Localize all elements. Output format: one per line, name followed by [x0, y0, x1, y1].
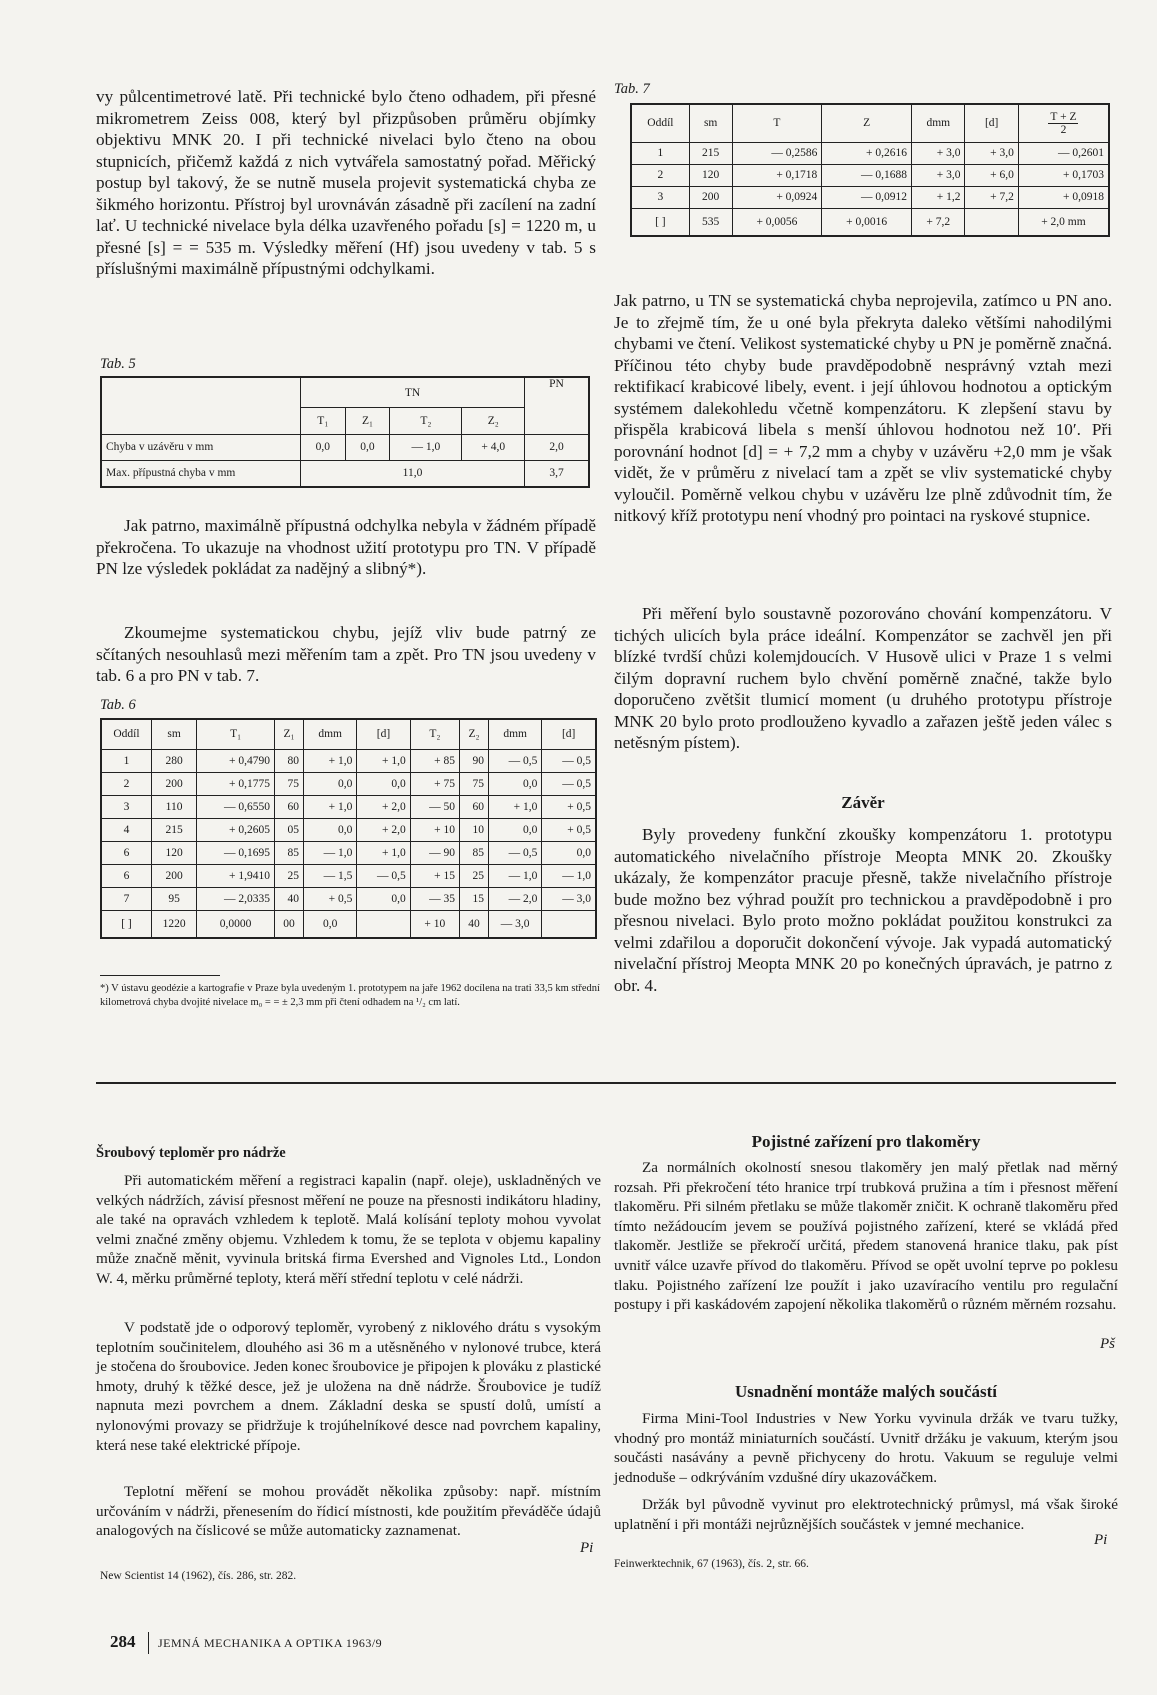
tab6-cell: 15 — [460, 887, 489, 910]
tab7-cell: 1 — [631, 142, 689, 164]
footer-divider — [148, 1632, 149, 1654]
tab7-sum-cell: 535 — [689, 208, 732, 236]
article-title-pressure: Pojistné zařízení pro tlakoměry — [751, 1132, 981, 1151]
tab6-cell: — 1,0 — [303, 841, 356, 864]
tab6-hdr: T₂ — [410, 719, 459, 749]
tab6-cell: 280 — [151, 749, 196, 772]
tab6-cell: 0,0 — [488, 818, 541, 841]
table-row — [101, 864, 596, 887]
left-para-3: Zkoumejme systematickou chybu, jejíž vliv bude patrný ze sčítaných nesouhlasů mezi měřením tam a zpět. Pro TN jsou uvedeny v tab. 6 a pro PN v tab. 7. — [96, 623, 596, 685]
tab6-cell: + 2,0 — [357, 795, 410, 818]
tab7-cell: + 3,0 — [912, 142, 965, 164]
tab6-sum-cell: 0,0 — [303, 910, 356, 938]
tab6-cell: 60 — [460, 795, 489, 818]
tab6-hdr: sm — [151, 719, 196, 749]
tab6-cell: + 0,5 — [542, 818, 596, 841]
tab6-cell: — 0,1695 — [197, 841, 275, 864]
tab5-row1-label: Chyba v uzávěru v mm — [101, 434, 301, 460]
tab6-cell: 2 — [101, 772, 151, 795]
footnote-rule — [100, 975, 220, 976]
table-row — [101, 795, 596, 818]
tab7-sum-cell: + 0,0056 — [732, 208, 822, 236]
tab7-cell: + 0,2616 — [822, 142, 912, 164]
tab5-cell: 0,0 — [345, 434, 390, 460]
tab6-cell: + 1,0 — [357, 749, 410, 772]
tab6-cell: + 2,0 — [357, 818, 410, 841]
tab6-sum-cell — [357, 910, 410, 938]
tab6-cell: + 0,4790 — [197, 749, 275, 772]
tab6-sum-cell: 1220 — [151, 910, 196, 938]
tab6-cell: 0,0 — [488, 772, 541, 795]
tab5-row2-pn: 3,7 — [525, 460, 590, 487]
tab7-cell: + 0,0924 — [732, 186, 822, 208]
tab6-cell: 40 — [274, 887, 303, 910]
tab6-cell: 215 — [151, 818, 196, 841]
tab7-hdr: sm — [689, 104, 732, 142]
tab6-cell: 95 — [151, 887, 196, 910]
tab6-sum-cell: 0,0000 — [197, 910, 275, 938]
tab6-cell: 3 — [101, 795, 151, 818]
tab7-cell: — 0,2586 — [732, 142, 822, 164]
tab6-cell: 85 — [460, 841, 489, 864]
thermometer-signature: Pi — [580, 1540, 594, 1556]
tab7-table — [630, 103, 1110, 237]
tab6-cell: + 1,0 — [303, 749, 356, 772]
tab6-hdr: Z₁ — [274, 719, 303, 749]
tab6-hdr: dmm — [488, 719, 541, 749]
pressure-signature: Pš — [1100, 1336, 1115, 1352]
tab7-sum-cell: + 0,0016 — [822, 208, 912, 236]
tab6-cell: — 2,0335 — [197, 887, 275, 910]
tab6-cell: 75 — [274, 772, 303, 795]
tab6-cell: 110 — [151, 795, 196, 818]
tab6-cell: + 1,0 — [303, 795, 356, 818]
tab6-cell: 0,0 — [357, 887, 410, 910]
table-row — [101, 772, 596, 795]
tab7-cell: + 0,1718 — [732, 164, 822, 186]
tab6-cell: — 1,5 — [303, 864, 356, 887]
tab6-cell: 4 — [101, 818, 151, 841]
tab6-cell: 200 — [151, 864, 196, 887]
tab5-caption: Tab. 5 — [100, 356, 136, 372]
pressure-para-1: Za normálních okolností snesou tlakoměry jen malý přetlak nad měrný rozsah. Při překročení této hranice trpí trubková pružina a tím i přesnost měření tlakoměru. Při silném přetlaku se může tlakoměr zničit. K ochraně tlakoměru před tímto nežádoucím jevem se používá pojistného zařízení, které se vkládá před tlakoměr. Jestliže se překročí určitá, předem stanovená hranice tlaku, pak píst uvnitř válce uzavře přívod do tlakoměru. Přívod se opět uvolní teprve po poklesu tlaku. Pojistného zařízení lze použít i jako uzavíracího ventilu pro regulační postupy i při kaskádovém zapojení několika tlakoměrů o různém měrném rozsahu. — [614, 1159, 1118, 1314]
tab7-cell: 200 — [689, 186, 732, 208]
tab7-cell: + 3,0 — [965, 142, 1018, 164]
tab5-corner — [101, 377, 301, 434]
tab6-cell: 25 — [274, 864, 303, 887]
tab5-hdr-tn: TN — [301, 377, 525, 408]
right-para-1: Jak patrno, u TN se systematická chyba neprojevila, zatímco u PN ano. Je to zřejmě tím, že u oné byla překryta daleko většími nahodilými chybami ve čtení. Velikost systematické chyby u PN je poměrně značná. Příčinou této chyby bude pravděpodobně nesprávný vztah mezi rektifikací krabicové libely, event. i její úhlovou hodnotou a optickým systémem dalekohledu včetně kompenzátoru. K zlepšení stavu by přispěla krabicová libela s menší úhlovou hodnotou než 10′. Při porovnání hodnot [d] = + 7,2 mm a chyby v uzávěru +2,0 mm je však vidět, že v průměru z nivelací tam a zpět se vliv systematické chyby vyloučil. Poměrně velkou chybu v uzávěru lze plně zdůvodnit tím, že nitkový kříž prototypu není vhodný pro pointaci na ryskové stupnice. — [614, 291, 1112, 525]
tab6-sum-cell: + 10 — [410, 910, 459, 938]
tab6-hdr: dmm — [303, 719, 356, 749]
tab6-cell: — 3,0 — [542, 887, 596, 910]
left-para-2: Jak patrno, maximálně přípustná odchylka nebyla v žádném případě překročena. To ukazuje na vhodnost užití prototypu pro TN. V případě PN lze výsledek pokládat za nadějný a slibný*). — [96, 516, 596, 578]
tab6-cell: 05 — [274, 818, 303, 841]
tab7-frac-bottom: 2 — [1060, 123, 1067, 136]
tab7-cell: + 1,2 — [912, 186, 965, 208]
article-title-assembly: Usnadnění montáže malých součástí — [734, 1382, 998, 1401]
tab6-cell: — 0,5 — [542, 772, 596, 795]
tab6-hdr: Z₂ — [460, 719, 489, 749]
thermometer-source: New Scientist 14 (1962), čís. 286, str. 282. — [100, 1570, 297, 1582]
tab6-cell: 75 — [460, 772, 489, 795]
table-row — [101, 841, 596, 864]
table-row — [101, 887, 596, 910]
tab5-cell: + 4,0 — [462, 434, 525, 460]
left-para-1: vy půlcentimetrové latě. Při technické bylo čteno odhadem, při přesné mikrometrem Zeiss 008, který byl přizpůsoben průměru objímky objektivu MNK 20. I při technické nivelaci bylo čteno na obou stupnicích, přičemž každá z nich vytvářela samostatný pořad. Měřický postup byl takový, že se nutně musela projevit systematická chyba ze šikmého horizontu. Přístroj byl urovnáván zásadně při zacílení na zadní lať. U technické nivelace byla délka uzavřeného pořadu [s] = 1220 m, u přesné [s] = = 535 m. Výsledky měření (Hf) jsou uvedeny v tab. 5 s příslušnými maximálně přípustnými odchylkami. — [96, 87, 596, 278]
tab6-cell: + 75 — [410, 772, 459, 795]
tab6-cell: 10 — [460, 818, 489, 841]
tab7-hdr: T — [732, 104, 822, 142]
tab6-cell: 60 — [274, 795, 303, 818]
tab5-cell: 0,0 — [301, 434, 346, 460]
tab6-cell: 85 — [274, 841, 303, 864]
tab6-cell: 25 — [460, 864, 489, 887]
tab6-cell: 1 — [101, 749, 151, 772]
tab5-sub-z1: Z₁ — [345, 408, 390, 434]
assembly-signature: Pi — [1094, 1532, 1108, 1548]
tab6-cell: — 1,0 — [488, 864, 541, 887]
tab7-hdr: dmm — [912, 104, 965, 142]
tab6-cell: 0,0 — [303, 772, 356, 795]
tab5-sub-t1: T₁ — [301, 408, 346, 434]
thermometer-para-2: V podstatě jde o odporový teploměr, vyrobený z niklového drátu s vysokým teplotním součinitelem, dlouhého asi 36 m a utěsněného v nylonové trubce, která je stočena do šroubovice. Jeden konec šroubovice je připojen k plováku z plastické hmoty, druhý k těžké desce, jež je uložena na dně nádrže. Šroubovice je tudíž napnuta mezi povrchem a dnem. Základní deska se spustí dolů, umístí a nylonovými provazy se přidržuje k trojúhelníkové desce nad povrchem kapaliny, která nese také elektrické přípoje. — [96, 1319, 601, 1454]
tab6-hdr: [d] — [542, 719, 596, 749]
table-row — [631, 164, 1109, 186]
tab7-sum-cell — [965, 208, 1018, 236]
tab7-cell: 215 — [689, 142, 732, 164]
tab6-cell: + 0,5 — [542, 795, 596, 818]
tab6-cell: 120 — [151, 841, 196, 864]
tab6-cell: + 0,5 — [303, 887, 356, 910]
tab6-cell: — 0,5 — [488, 749, 541, 772]
tab5-sub-z2: Z₂ — [462, 408, 525, 434]
assembly-para-2: Držák byl původně vyvinut pro elektrotechnický průmysl, má však široké uplatnění i při montáži nejrůznějších součástek v jemné mechanice. — [614, 1496, 1118, 1533]
tab6-cell: — 0,6550 — [197, 795, 275, 818]
tab7-cell: — 0,1688 — [822, 164, 912, 186]
page-number: 284 — [110, 1632, 136, 1651]
footnote: *) V ústavu geodézie a kartografie v Praze byla uvedeným 1. prototypem na jaře 1962 docílena na trati 33,5 km střední kilometrová chyba dvojité nivelace m₀ = = ± 2,3 mm při čtení odhadem na ¹/₂ cm latí. — [100, 983, 600, 1008]
table-row — [631, 186, 1109, 208]
tab6-cell: + 85 — [410, 749, 459, 772]
thermometer-para-1: Při automatickém měření a registraci kapalin (např. oleje), uskladněných ve velkých nádržích, závisí přesnost měření ne pouze na přesnosti indikátoru hladiny, ale také na opravách vzhledem k teplotě. Malá kolísání teploty mohou vyvolat velmi značné změny objemu. Vzhledem k tomu, že se teplota v objemu kapaliny může značně měnit, vyvinula britská firma Evershed and Vignoles Ltd., London W. 4, měrku průměrné teploty, která měří střední teplotu v celé nádrži. — [96, 1172, 601, 1287]
tab6-cell: 90 — [460, 749, 489, 772]
tab6-cell: — 1,0 — [542, 864, 596, 887]
tab7-cell: — 0,0912 — [822, 186, 912, 208]
tab5-hdr-pn: PN — [525, 377, 590, 434]
tab6-cell: 6 — [101, 841, 151, 864]
tab5-cell: 2,0 — [525, 434, 590, 460]
journal-name: JEMNÁ MECHANIKA A OPTIKA 1963/9 — [158, 1636, 383, 1650]
tab6-cell: — 0,5 — [542, 749, 596, 772]
tab6-cell: + 0,2605 — [197, 818, 275, 841]
tab6-cell: — 2,0 — [488, 887, 541, 910]
tab6-cell: + 15 — [410, 864, 459, 887]
tab6-cell: 7 — [101, 887, 151, 910]
tab7-frac-top: T + Z — [1050, 110, 1077, 123]
table-row — [101, 818, 596, 841]
tab5-row2-tn: 11,0 — [301, 460, 525, 487]
tab6-hdr: T₁ — [197, 719, 275, 749]
tab7-cell: + 6,0 — [965, 164, 1018, 186]
tab7-sum-cell: + 2,0 mm — [1018, 208, 1109, 236]
tab5-sub-t2: T₂ — [390, 408, 462, 434]
tab7-cell: + 7,2 — [965, 186, 1018, 208]
tab6-body — [101, 749, 596, 910]
tab7-hdr: Oddíl — [631, 104, 689, 142]
tab7-sum-cell: [ ] — [631, 208, 689, 236]
tab6-caption: Tab. 6 — [100, 697, 136, 713]
tab6-cell: + 1,0 — [488, 795, 541, 818]
tab6-hdr: [d] — [357, 719, 410, 749]
tab7-cell: + 0,1703 — [1018, 164, 1109, 186]
tab6-cell: 200 — [151, 772, 196, 795]
tab6-cell: — 50 — [410, 795, 459, 818]
tab6-hdr: Oddíl — [101, 719, 151, 749]
tab7-body — [631, 142, 1109, 208]
tab7-cell: + 0,0918 — [1018, 186, 1109, 208]
tab6-cell: 0,0 — [357, 772, 410, 795]
thermometer-para-3: Teplotní měření se mohou provádět několika způsoby: např. místním určováním v nádrži, přenesením do řídicí místnosti, kde použitím převáděče údajů analogových na číslicové se může automaticky zaznamenat. — [96, 1483, 601, 1540]
tab7-hdr: [d] — [965, 104, 1018, 142]
tab5-row2-label: Max. přípustná chyba v mm — [101, 460, 301, 487]
table-row — [101, 749, 596, 772]
tab7-cell: — 0,2601 — [1018, 142, 1109, 164]
tab5-table — [100, 376, 590, 488]
section-rule — [96, 1082, 1116, 1084]
tab7-sum-cell: + 7,2 — [912, 208, 965, 236]
tab6-table — [100, 718, 597, 939]
tab6-sum-cell: [ ] — [101, 910, 151, 938]
tab6-cell: — 90 — [410, 841, 459, 864]
tab6-cell: — 0,5 — [488, 841, 541, 864]
tab6-cell: + 10 — [410, 818, 459, 841]
tab6-cell: — 0,5 — [357, 864, 410, 887]
tab7-cell: + 3,0 — [912, 164, 965, 186]
tab7-cell: 2 — [631, 164, 689, 186]
tab6-cell: 0,0 — [542, 841, 596, 864]
tab7-hdr: Z — [822, 104, 912, 142]
tab6-cell: — 35 — [410, 887, 459, 910]
assembly-source: Feinwerktechnik, 67 (1963), čís. 2, str. 66. — [614, 1558, 809, 1570]
tab6-cell: 0,0 — [303, 818, 356, 841]
tab6-sum-cell — [542, 910, 596, 938]
tab5-cell: — 1,0 — [390, 434, 462, 460]
tab6-cell: + 0,1775 — [197, 772, 275, 795]
tab6-cell: + 1,0 — [357, 841, 410, 864]
tab6-sum-cell: 00 — [274, 910, 303, 938]
tab6-cell: 80 — [274, 749, 303, 772]
tab7-caption: Tab. 7 — [614, 81, 650, 97]
table-row — [631, 142, 1109, 164]
tab6-sum-cell: — 3,0 — [488, 910, 541, 938]
conclusion-heading: Závěr — [841, 793, 885, 812]
right-para-3: Byly provedeny funkční zkoušky kompenzátoru 1. prototypu automatického nivelačního přístroje Meopta MNK 20. Zkoušky ukázaly, že kompenzátor pracuje přesně, takže nivelačního přístroje bude možno bez výhrad použít pro technickou a pravděpodobně i pro přesnou nivelaci. Bylo proto možno pokládat použitou konstrukci za velmi zdařilou a doporučit dokončení vývoje. Jak vypadá automatický nivelační přístroj Meopta MNK 20 po konečných úpravách, je patrno z obr. 4. — [614, 825, 1112, 995]
assembly-para-1: Firma Mini-Tool Industries v New Yorku vyvinula držák ve tvaru tužky, vhodný pro montáž miniaturních součástí. Uvnitř držáku je vakuum, kterým jsou součásti nasávány a pevně přichyceny do hrotu. Vakuum se reguluje velmi jednoduše – odkrýváním vzdušné díry ukazováčkem. — [614, 1410, 1118, 1486]
article-title-thermometer: Šroubový teploměr pro nádrže — [96, 1145, 286, 1161]
tab7-cell: 120 — [689, 164, 732, 186]
right-para-2: Při měření bylo soustavně pozorováno chování kompenzátoru. V tichých ulicích byla práce ideální. Kompenzátor se zachvěl jen při blízké tvrdší chůzi kolemjdoucích. V Husově ulici v Praze 1 s velmi čilým dopravní ruchem bylo chvění poměrně značné, takže bylo doporučeno zvětšit tlumicí moment (u druhého prototypu přístroje MNK 20 bylo proto prodlouženo kyvadlo a zařazen ještě jeden válec s netěsným pístem). — [614, 604, 1112, 752]
tab6-cell: + 1,9410 — [197, 864, 275, 887]
tab7-hdr-frac — [1018, 104, 1109, 142]
tab7-cell: 3 — [631, 186, 689, 208]
tab6-cell: 6 — [101, 864, 151, 887]
tab6-sum-cell: 40 — [460, 910, 489, 938]
